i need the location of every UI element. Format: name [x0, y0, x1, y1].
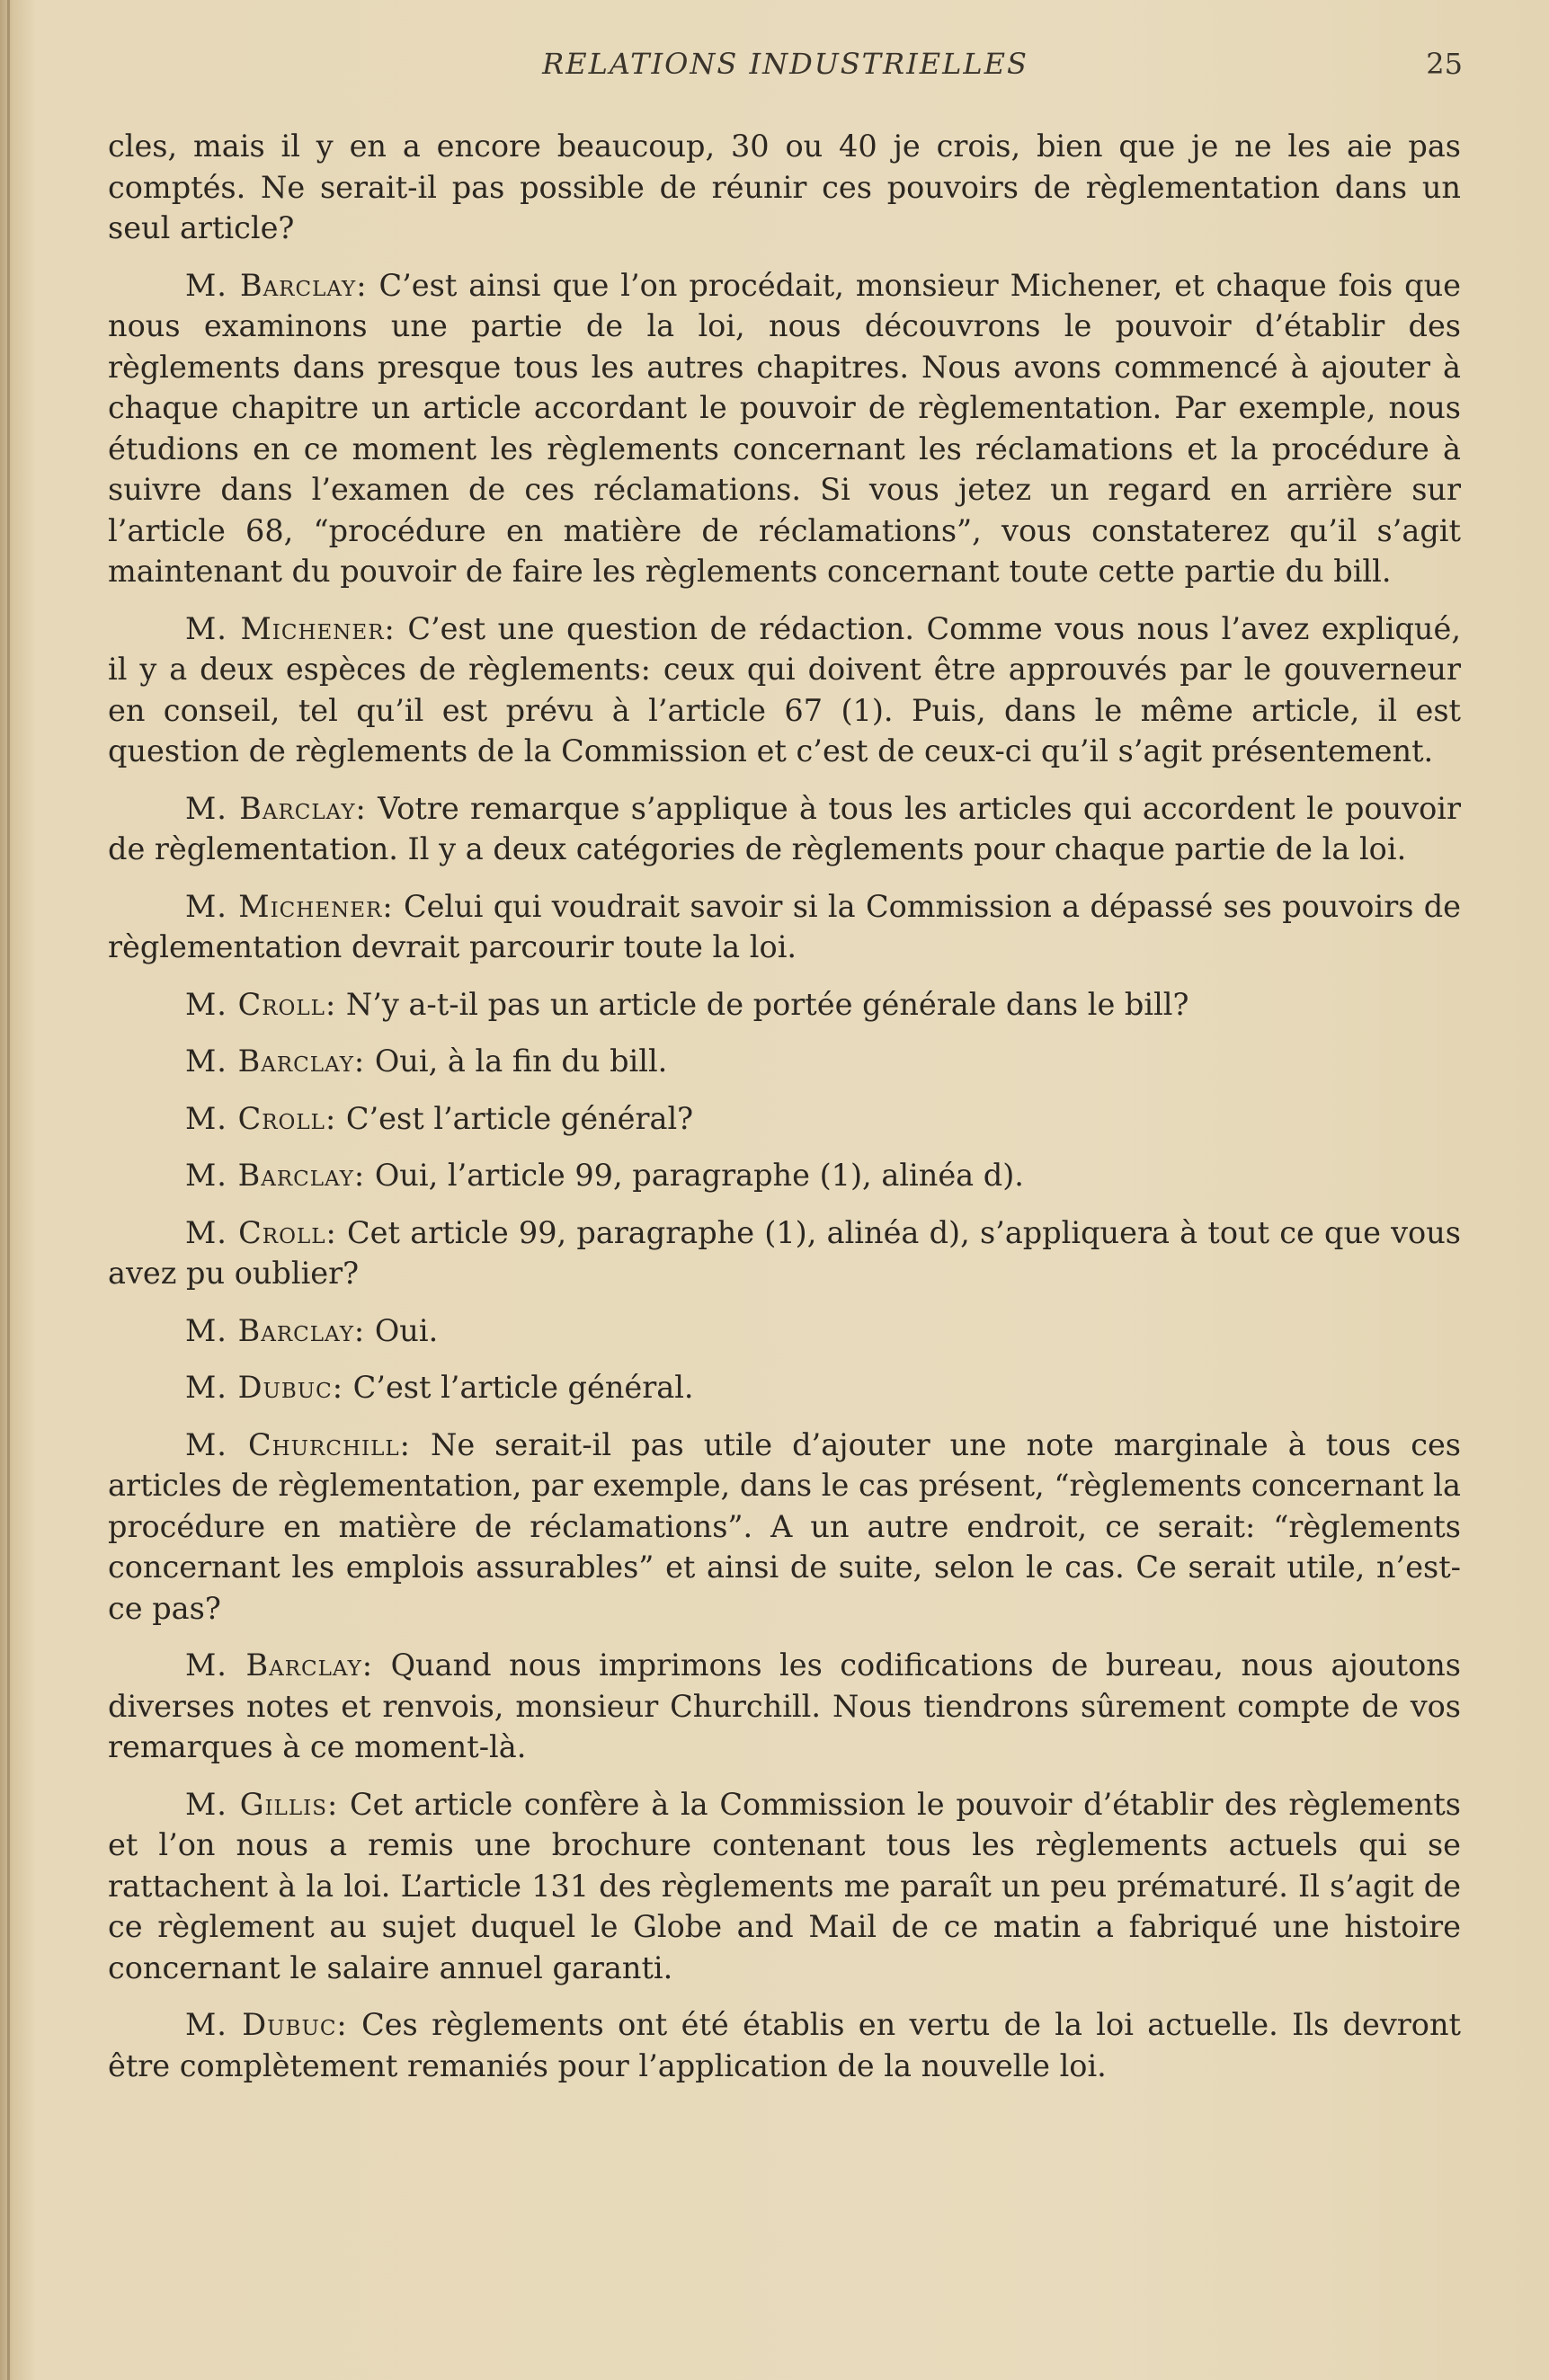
- paragraph: [108, 126, 1461, 249]
- paragraph-text: Celui qui voudrait savoir si la Commission a dépassé ses pouvoirs de règlementation devrait parcourir toute la loi.: [108, 888, 1461, 964]
- speaker-name: M. Michener:: [185, 888, 394, 924]
- paragraph-text: cles, mais il y en a encore beaucoup, 30 ou 40 je crois, bien que je ne les aie pas comptés. Ne serait-il pas possible de réunir ces pouvoirs de règlementation dans un seul article?: [108, 129, 1461, 245]
- page-number: 25: [1426, 47, 1463, 81]
- paragraph: [108, 608, 1461, 772]
- paragraph-text: C’est l’article général.: [352, 1370, 694, 1405]
- speaker-name: M. Barclay:: [185, 1043, 366, 1079]
- speaker-name: M. Barclay:: [185, 1312, 366, 1348]
- paragraph: [108, 1367, 1461, 1408]
- paragraph-text: Votre remarque s’applique à tous les articles qui accordent le pouvoir de règlementation. Il y a deux catégories de règlements pour chaque partie de la loi.: [108, 790, 1462, 866]
- speaker-name: M. Croll:: [185, 986, 337, 1022]
- paragraph-text: Oui, l’article 99, paragraphe (1), alinéa d).: [374, 1158, 1024, 1193]
- paragraph-text: C’est l’article général?: [345, 1100, 694, 1136]
- paragraph-text: Cet article 99, paragraphe (1), alinéa d), s’appliquera à tout ce que vous avez pu oublier?: [108, 1214, 1461, 1291]
- paragraph: [108, 1310, 1461, 1352]
- paragraph-text: C’est une question de rédaction. Comme vous nous l’avez expliqué, il y a deux espèces de règlements: ceux qui doivent être approuvés par le gouverneur en conseil, tel qu’il est prévu à l’article 67 (1). Puis, dans le même article, il est question de règlements de la Commission et c’est de ceux-ci qu’il s’agit présentement.: [108, 610, 1461, 768]
- paragraph-text: Oui.: [374, 1312, 439, 1348]
- paragraph: [108, 1425, 1461, 1630]
- paragraph: [108, 886, 1461, 968]
- paragraph-text: Cet article confère à la Commission le pouvoir d’établir des règlements et l’on nous a remis une brochure contenant tous les règlements actuels qui se rattachent à la loi. L’article 131 des règlements me paraît un peu prématuré. Il s’agit de ce règlement au sujet duquel le Globe and Mail de ce matin a fabriqué une histoire concernant le salaire annuel garanti.: [108, 1786, 1461, 1985]
- paragraph: [108, 984, 1461, 1026]
- paragraph-text: Oui, à la fin du bill.: [374, 1043, 668, 1079]
- speaker-name: M. Dubuc:: [185, 1370, 344, 1405]
- paragraph-text: Ne serait-il pas utile d’ajouter une note marginale à tous ces articles de règlementation, par exemple, dans le cas présent, “règlements concernant la procédure en matière de réclamations”. A un autre endroit, ce serait: “règlements concernant les emplois assurables” et ainsi de suite, selon le cas. Ce serait utile, n’est-ce pas?: [108, 1426, 1461, 1626]
- paragraph: [108, 1098, 1461, 1140]
- binding-edge: [7, 0, 10, 2380]
- speaker-name: M. Barclay:: [185, 1647, 374, 1683]
- speaker-name: M. Michener:: [185, 610, 396, 646]
- paragraph: [108, 1784, 1461, 1989]
- speaker-name: M. Croll:: [185, 1100, 337, 1136]
- speaker-name: M. Barclay:: [185, 1158, 366, 1193]
- running-title: RELATIONS INDUSTRIELLES: [542, 47, 1028, 81]
- paragraph: [108, 1212, 1461, 1294]
- page-header: [108, 47, 1463, 101]
- paragraph-text: Ces règlements ont été établis en vertu de la loi actuelle. Ils devront être complètement remaniés pour l’application de la nouvelle loi.: [108, 2007, 1462, 2083]
- paragraph-text: N’y a-t-il pas un article de portée générale dans le bill?: [345, 986, 1189, 1022]
- speaker-name: M. Churchill:: [185, 1426, 411, 1462]
- paragraph: [108, 265, 1461, 592]
- speaker-name: M. Croll:: [185, 1214, 337, 1250]
- speaker-name: M. Dubuc:: [185, 2007, 348, 2042]
- speaker-name: M. Gillis:: [185, 1786, 339, 1822]
- speaker-name: M. Barclay:: [185, 790, 367, 826]
- paragraph: [108, 1041, 1461, 1082]
- paragraph: [108, 788, 1461, 870]
- speaker-name: M. Barclay:: [185, 267, 368, 303]
- paragraph-text: C’est ainsi que l’on procédait, monsieur Michener, et chaque fois que nous examinons une partie de la loi, nous découvrons le pouvoir d’établir des règlements dans presque tous les autres chapitres. Nous avons commencé à ajouter à chaque chapitre un article accordant le pouvoir de règlementation. Par exemple, nous étudions en ce moment les règlements concernant les réclamations et la procédure à suivre dans l’examen de ces réclamations. Si vous jetez un regard en arrière sur l’article 68, “procédure en matière de réclamations”, vous constaterez qu’il s’agit maintenant du pouvoir de faire les règlements concernant toute cette partie du bill.: [108, 267, 1461, 589]
- paragraph: [108, 1155, 1461, 1196]
- paragraph-text: Quand nous imprimons les codifications de bureau, nous ajoutons diverses notes et renvois, monsieur Churchill. Nous tiendrons sûrement compte de vos remarques à ce moment-là.: [108, 1647, 1462, 1764]
- paragraph: [108, 1645, 1461, 1768]
- document-body: [108, 126, 1461, 2102]
- paragraph: [108, 2004, 1461, 2086]
